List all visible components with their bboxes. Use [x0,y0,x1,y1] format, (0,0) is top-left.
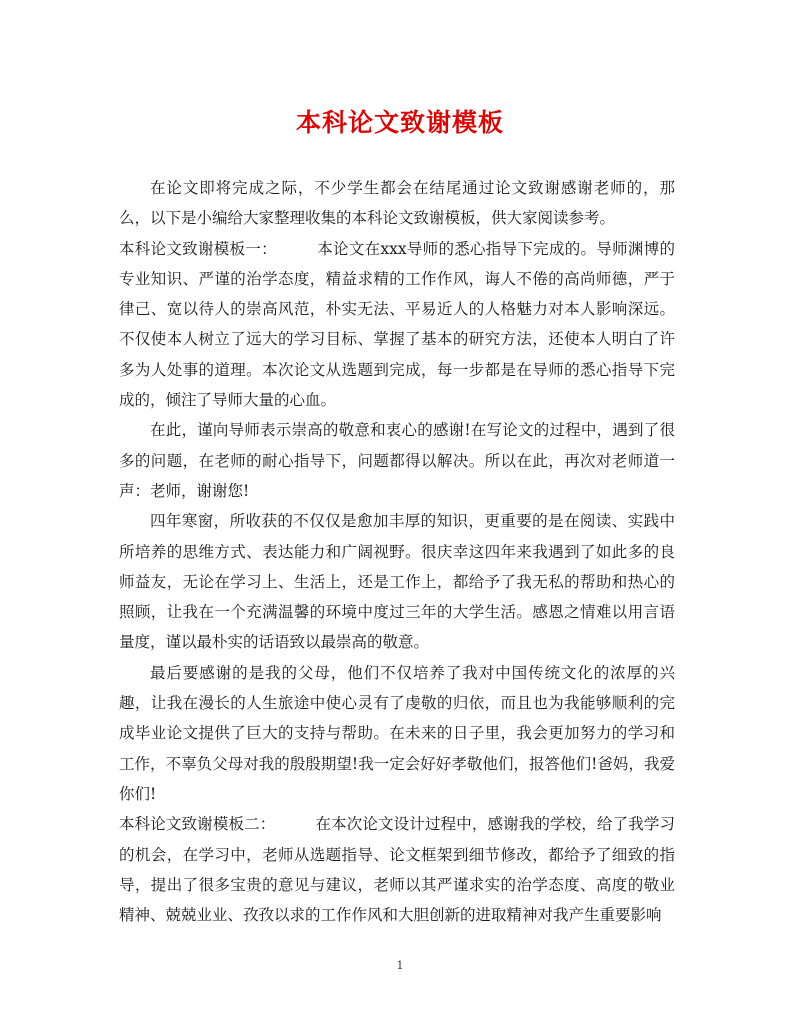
template1-paragraph-3: 四年寒窗，所收获的不仅仅是愈加丰厚的知识，更重要的是在阅读、实践中所培养的思维方式、表达能力和广阔视野。很庆幸这四年来我遇到了如此多的良师益友，无论在学习上、生活上，还是工作上，都给予了我无私的帮助和热心的照顾，让我在一个充满温馨的环境中度过三年的大学生活。感恩之情难以用言语量度，谨以最朴实的话语致以最崇高的敬意。 [119,512,675,652]
template1-paragraph-4: 最后要感谢的是我的父母，他们不仅培养了我对中国传统文化的浓厚的兴趣，让我在漫长的人生旅途中使心灵有了虔敬的归依，而且也为我能够顺利的完成毕业论文提供了巨大的支持与帮助。在未来的日子里，我会更加努力的学习和工作，不辜负父母对我的殷殷期望!我一定会好好孝敬他们，报答他们!爸妈，我爱你们! [119,663,675,803]
template1-paragraph-1: 本论文在xxx导师的悉心指导下完成的。导师渊博的专业知识、严谨的治学态度，精益求精的工作作风，诲人不倦的高尚师德，严于律己、宽以待人的崇高风范，朴实无法、平易近人的人格魅力对本人影响深远。不仅使本人树立了远大的学习目标、掌握了基本的研究方法，还使本人明白了许多为人处事的道理。本次论文从选题到完成，每一步都是在导师的悉心指导下完成的，倾注了导师大量的心血。 [119,239,675,410]
template1-paragraph [119,234,675,416]
template2-label: 本科论文致谢模板二： [119,815,276,834]
template2-paragraph-1: 在本次论文设计过程中，感谢我的学校，给了我学习的机会，在学习中，老师从选题指导、论文框架到细节修改，都给予了细致的指导，提出了很多宝贵的意见与建议，老师以其严谨求实的治学态度、高度的敬业精神、兢兢业业、孜孜以求的工作作风和大胆创新的进取精神对我产生重要影响 [119,815,675,925]
template1-paragraph-2: 在此，谨向导师表示崇高的敬意和衷心的感谢!在写论文的过程中，遇到了很多的问题，在老师的耐心指导下，问题都得以解决。所以在此，再次对老师道一声：老师，谢谢您! [119,421,675,500]
document-body [119,173,675,930]
intro-paragraph: 在论文即将完成之际，不少学生都会在结尾通过论文致谢感谢老师的，那么，以下是小编给大家整理收集的本科论文致谢模板，供大家阅读参考。 [119,179,675,228]
template1-label: 本科论文致谢模板一： [119,239,277,258]
document-title: 本科论文致谢模板 [295,108,504,137]
page-number: 1 [396,959,404,972]
template2-paragraph [119,809,675,930]
